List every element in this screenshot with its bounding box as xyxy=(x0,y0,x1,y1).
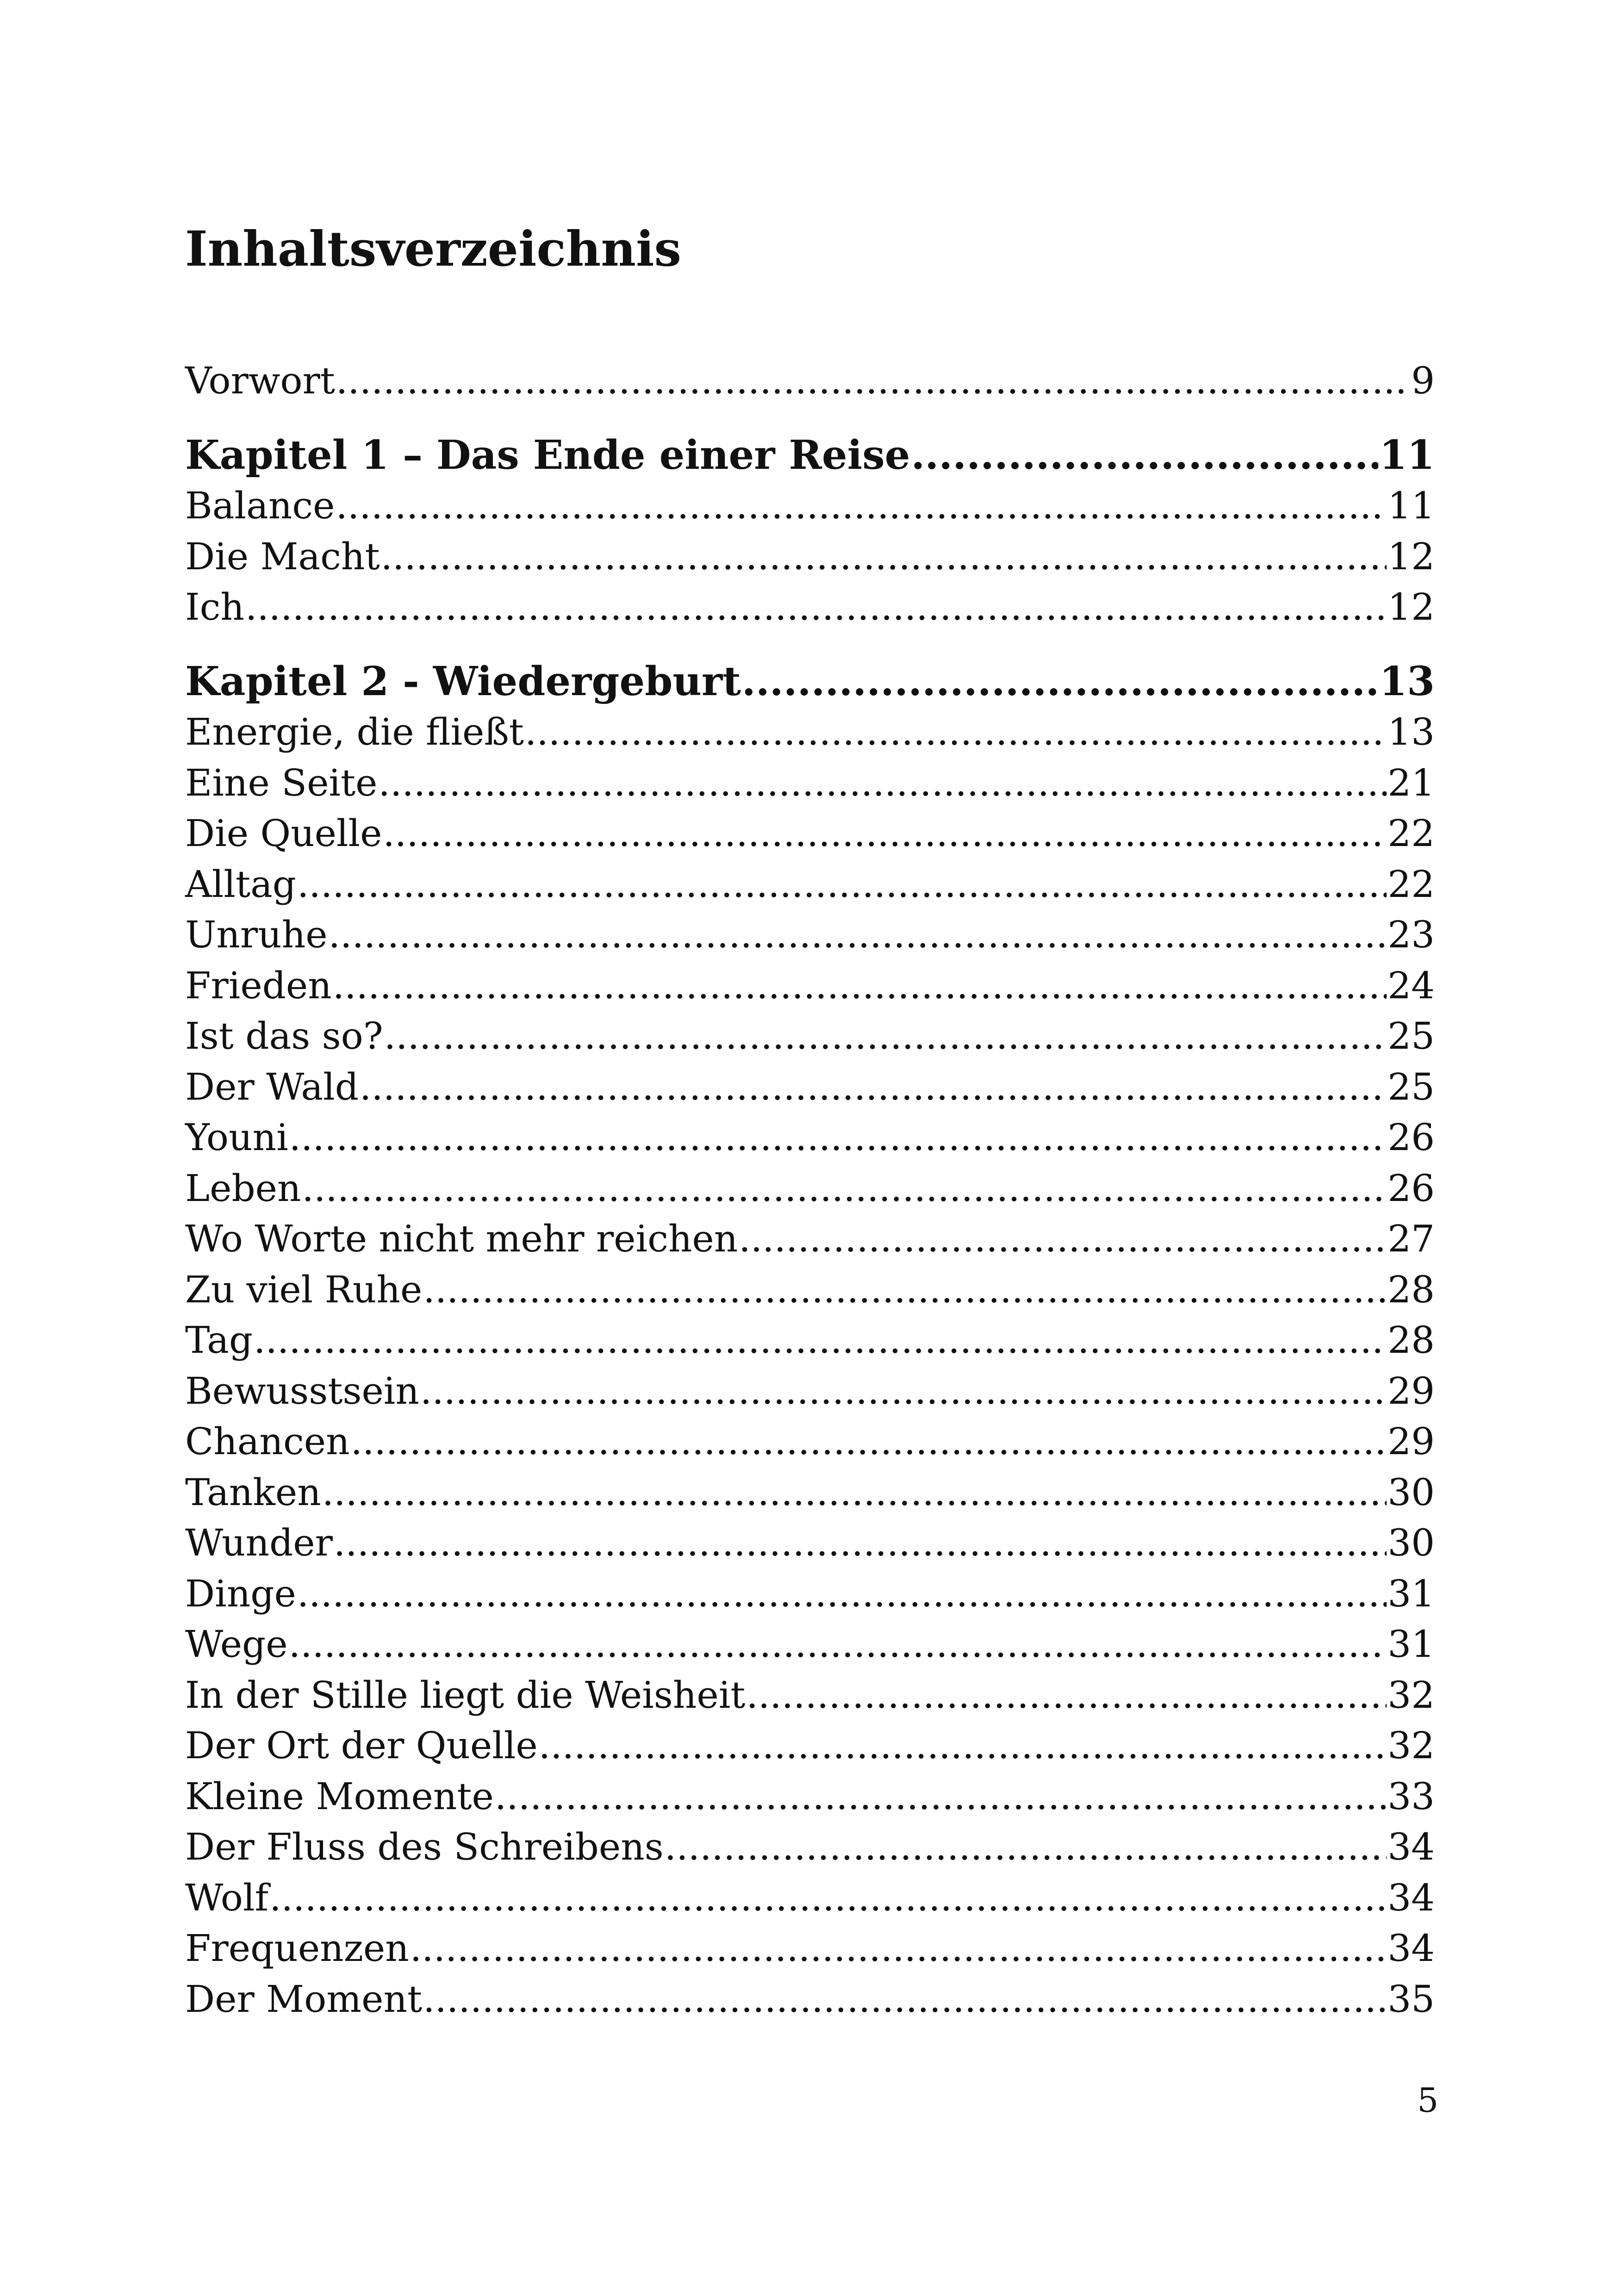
toc-entry-page: 23 xyxy=(1388,913,1435,956)
toc-entry-page: 34 xyxy=(1388,1825,1435,1868)
toc-entry-row xyxy=(185,1062,1435,1113)
table-of-contents xyxy=(185,355,1435,2024)
toc-entry-row xyxy=(185,707,1435,758)
toc-entry-page: 29 xyxy=(1388,1369,1435,1412)
toc-entry-label: Chancen xyxy=(185,1420,350,1463)
toc-entry-page: 11 xyxy=(1388,484,1435,527)
toc-entry-page: 31 xyxy=(1388,1623,1435,1666)
toc-entry-page: 34 xyxy=(1388,1876,1435,1919)
toc-entry-page: 9 xyxy=(1411,359,1435,402)
toc-entry-label: Zu viel Ruhe xyxy=(185,1268,423,1311)
dot-leader xyxy=(381,531,1387,582)
toc-entry-page: 30 xyxy=(1388,1470,1435,1514)
toc-entry-row xyxy=(185,1416,1435,1467)
toc-entry-row xyxy=(185,355,1435,406)
toc-entry-row xyxy=(185,1011,1435,1062)
dot-leader xyxy=(289,1112,1387,1163)
toc-entry-label: Der Moment xyxy=(185,1977,423,2021)
toc-entry-label: Unruhe xyxy=(185,913,328,956)
toc-entry-page: 24 xyxy=(1388,964,1435,1007)
toc-entry-label: Alltag xyxy=(185,862,296,906)
dot-leader xyxy=(333,960,1387,1011)
toc-entry-page: 27 xyxy=(1388,1217,1435,1260)
toc-entry-row xyxy=(185,1467,1435,1518)
page-title: Inhaltsverzeichnis xyxy=(185,220,682,277)
toc-entry-label: Energie, die fließt xyxy=(185,710,524,753)
toc-entry-page: 33 xyxy=(1388,1774,1435,1818)
toc-entry-row xyxy=(185,1771,1435,1822)
dot-leader xyxy=(539,1720,1387,1771)
toc-entry-page: 13 xyxy=(1388,710,1435,753)
toc-entry-row xyxy=(185,531,1435,582)
dot-leader xyxy=(322,1467,1387,1518)
toc-entry-page: 31 xyxy=(1388,1572,1435,1615)
dot-leader xyxy=(742,656,1378,707)
dot-leader xyxy=(245,582,1387,633)
toc-entry-label: Balance xyxy=(185,484,335,527)
toc-entry-row xyxy=(185,1264,1435,1315)
toc-entry-label: Tanken xyxy=(185,1470,321,1514)
dot-leader xyxy=(254,1315,1387,1366)
dot-leader xyxy=(289,1619,1387,1670)
toc-chapter-row xyxy=(185,656,1435,707)
toc-entry-label: Wolf xyxy=(185,1876,269,1919)
toc-entry-label: Kapitel 1 – Das Ende einer Reise xyxy=(185,431,910,479)
toc-entry-row xyxy=(185,1720,1435,1771)
toc-entry-label: Die Macht xyxy=(185,535,380,578)
toc-entry-label: Ich xyxy=(185,585,244,628)
toc-entry-label: Kapitel 2 - Wiedergeburt xyxy=(185,658,741,705)
toc-entry-label: Frequenzen xyxy=(185,1927,409,1970)
dot-leader xyxy=(423,1264,1387,1315)
toc-entry-page: 34 xyxy=(1388,1927,1435,1970)
dot-leader xyxy=(410,1923,1387,1974)
toc-entry-row xyxy=(185,582,1435,633)
toc-entry-label: Der Fluss des Schreibens xyxy=(185,1825,664,1868)
toc-entry-page: 26 xyxy=(1388,1116,1435,1159)
toc-entry-page: 32 xyxy=(1388,1673,1435,1717)
toc-entry-row xyxy=(185,1518,1435,1568)
dot-leader xyxy=(383,808,1387,859)
dot-leader xyxy=(384,1011,1387,1062)
toc-entry-label: Wo Worte nicht mehr reichen xyxy=(185,1217,738,1260)
toc-entry-label: Youni xyxy=(185,1116,288,1159)
toc-entry-row xyxy=(185,808,1435,859)
toc-entry-page: 28 xyxy=(1388,1268,1435,1311)
toc-entry-label: Bewusstsein xyxy=(185,1369,419,1412)
toc-entry-page: 26 xyxy=(1388,1166,1435,1210)
toc-entry-row xyxy=(185,1822,1435,1873)
toc-entry-row xyxy=(185,859,1435,910)
toc-entry-row xyxy=(185,1366,1435,1417)
toc-entry-label: Ist das so? xyxy=(185,1014,383,1058)
toc-entry-page: 21 xyxy=(1388,761,1435,804)
toc-entry-page: 35 xyxy=(1388,1977,1435,2021)
dot-leader xyxy=(420,1366,1387,1417)
toc-entry-page: 12 xyxy=(1388,585,1435,628)
toc-entry-row xyxy=(185,1974,1435,2025)
toc-entry-row xyxy=(185,1873,1435,1923)
toc-entry-row xyxy=(185,1568,1435,1619)
toc-entry-page: 29 xyxy=(1388,1420,1435,1463)
toc-entry-row xyxy=(185,1670,1435,1721)
toc-entry-label: Vorwort xyxy=(185,359,335,402)
toc-entry-page: 28 xyxy=(1388,1319,1435,1362)
dot-leader xyxy=(911,430,1378,481)
toc-entry-label: Tag xyxy=(185,1319,253,1362)
toc-entry-row xyxy=(185,1315,1435,1366)
dot-leader xyxy=(297,1568,1387,1619)
toc-entry-label: Eine Seite xyxy=(185,761,378,804)
dot-leader xyxy=(423,1974,1387,2025)
toc-entry-page: 13 xyxy=(1379,658,1435,705)
toc-entry-page: 12 xyxy=(1388,535,1435,578)
toc-entry-row xyxy=(185,480,1435,531)
toc-entry-row xyxy=(185,960,1435,1011)
toc-entry-label: Leben xyxy=(185,1166,301,1210)
toc-entry-label: Der Ort der Quelle xyxy=(185,1724,538,1767)
toc-entry-row xyxy=(185,758,1435,809)
dot-leader xyxy=(334,1518,1387,1568)
toc-entry-page: 25 xyxy=(1388,1065,1435,1108)
dot-leader xyxy=(379,758,1387,809)
dot-leader xyxy=(746,1670,1387,1721)
toc-entry-label: Der Wald xyxy=(185,1065,359,1108)
toc-entry-row xyxy=(185,1923,1435,1974)
page-number: 5 xyxy=(1417,2081,1438,2120)
toc-entry-label: Frieden xyxy=(185,964,332,1007)
toc-entry-page: 32 xyxy=(1388,1724,1435,1767)
toc-entry-row xyxy=(185,1163,1435,1214)
toc-entry-label: Kleine Momente xyxy=(185,1774,494,1818)
toc-entry-label: Wunder xyxy=(185,1521,333,1564)
toc-entry-label: Die Quelle xyxy=(185,812,382,855)
toc-entry-page: 22 xyxy=(1388,862,1435,906)
dot-leader xyxy=(297,859,1387,910)
dot-leader xyxy=(665,1822,1387,1873)
dot-leader xyxy=(329,909,1387,960)
toc-entry-label: Wege xyxy=(185,1623,288,1666)
toc-entry-row xyxy=(185,1112,1435,1163)
dot-leader xyxy=(336,355,1410,406)
dot-leader xyxy=(525,707,1387,758)
toc-entry-page: 22 xyxy=(1388,812,1435,855)
toc-entry-row xyxy=(185,1213,1435,1264)
toc-entry-page: 11 xyxy=(1379,431,1435,479)
dot-leader xyxy=(360,1062,1387,1113)
toc-entry-page: 25 xyxy=(1388,1014,1435,1058)
toc-entry-page: 30 xyxy=(1388,1521,1435,1564)
toc-chapter-row xyxy=(185,430,1435,481)
dot-leader xyxy=(495,1771,1387,1822)
dot-leader xyxy=(351,1416,1387,1467)
toc-entry-label: In der Stille liegt die Weisheit xyxy=(185,1673,746,1717)
toc-entry-row xyxy=(185,1619,1435,1670)
dot-leader xyxy=(336,480,1387,531)
toc-entry-label: Dinge xyxy=(185,1572,296,1615)
dot-leader xyxy=(739,1213,1387,1264)
toc-entry-row xyxy=(185,909,1435,960)
dot-leader xyxy=(302,1163,1387,1214)
dot-leader xyxy=(269,1873,1387,1923)
